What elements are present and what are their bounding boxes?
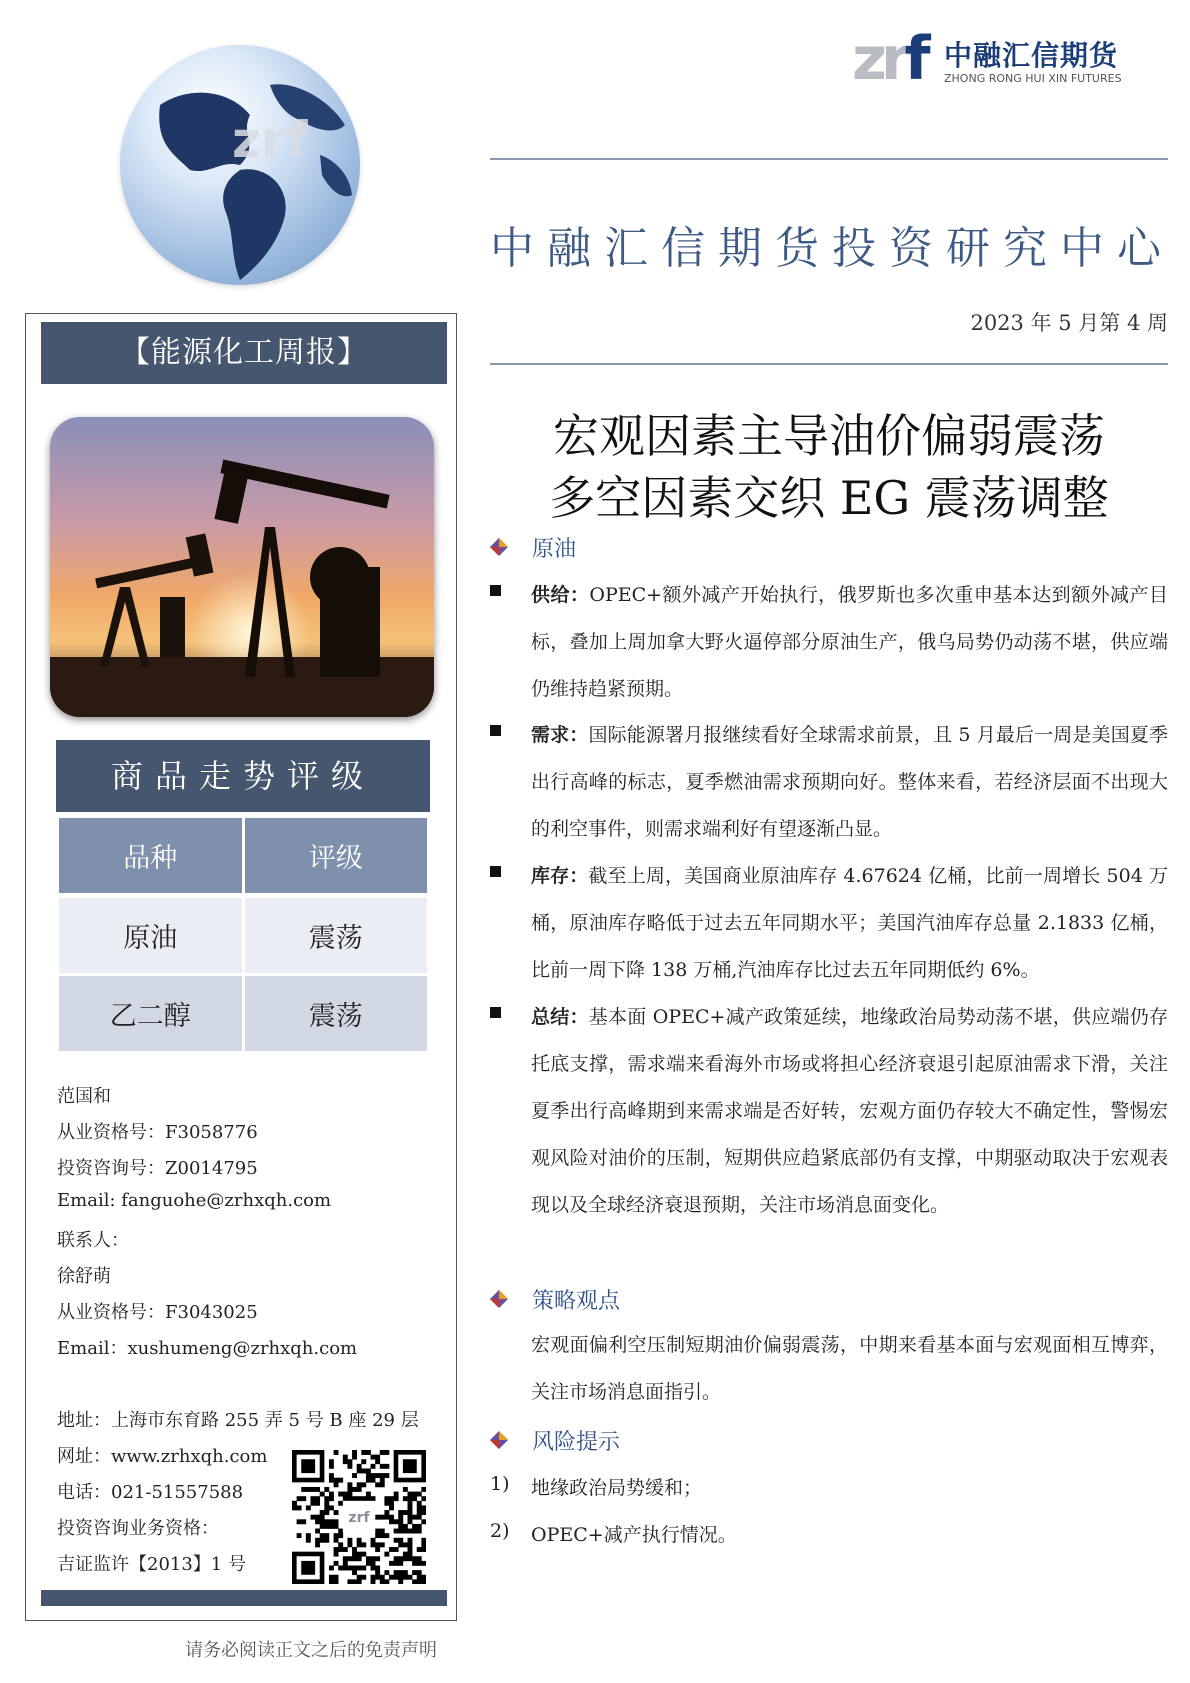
risk-number: 2) [490,1520,510,1542]
risk-number: 1) [490,1473,510,1495]
bullet-label: 总结： [531,1006,589,1028]
bullet-label: 供给： [531,584,590,606]
contact-email[interactable]: Email：xushumeng@zrhxqh.com [57,1338,358,1359]
headline-secondary: 多空因素交织 EG 震荡调整 [549,471,1109,525]
qr-center-logo: zrf [348,1510,370,1526]
square-bullet-icon [490,725,501,736]
rating-header-variety: 品种 [59,818,242,893]
header-divider-top [490,158,1168,160]
rating-table [56,818,430,1051]
globe-logo-image [120,45,360,285]
qr-code [292,1450,426,1584]
rating-variety: 原油 [59,895,242,973]
square-bullet-icon [490,585,501,596]
bullet-text: OPEC+额外减产开始执行，俄罗斯也多次重申基本达到额外减产目标，叠加上周加拿大野火逼停部分原油生产，俄乌局势仍动荡不堪，供应端仍维持趋紧预期。 [531,584,1168,700]
company-logo [852,24,1172,94]
business-qualification-label: 投资咨询业务资格： [57,1518,219,1539]
report-type-tag: 【能源化工周报】 [41,322,447,384]
disclaimer-note: 请务必阅读正文之后的免责声明 [185,1640,437,1661]
diamond-bullet-icon [490,1431,508,1449]
diamond-bullet-icon [490,538,508,556]
oil-pump-photo [50,417,434,717]
rating-section-title: 商品走势评级 [56,740,430,812]
contact-label: 联系人： [57,1230,129,1251]
logo-company-name: 中融汇信期货 [944,39,1119,72]
rating-header-rating: 评级 [245,818,428,893]
risk-text: 地缘政治局势缓和； [531,1477,703,1499]
header-divider-bottom [490,363,1168,365]
bullet-text: 基本面 OPEC+减产政策延续，地缘政治局势动荡不堪，供应端仍存托底支撑，需求端来看海外市场或将担心经济衰退引起原油需求下滑，关注夏季出行高峰期到来需求端是否好转，宏观方面仍存较大不确定性，警惕宏观风险对油价的压制，短期供应趋紧底部仍有支撑，中期驱动取决于宏观表现以及全球经济衰退预期，关注市场消息面变化。 [531,1006,1168,1216]
analyst-email[interactable]: Email: fanguohe@zrhxqh.com [57,1190,332,1211]
globe-logo-text: zrf [232,111,308,169]
risk-text: OPEC+减产执行情况。 [531,1524,737,1546]
rating-table-header [59,818,427,893]
report-date: 2023 年 5 月第 4 周 [970,311,1168,335]
sidebar-footer-bar [41,1590,447,1606]
rating-variety: 乙二醇 [59,973,242,1051]
square-bullet-icon [490,866,501,877]
table-row [59,895,427,973]
rating-value: 震荡 [245,895,428,973]
contact-license: 从业资格号：F3043025 [57,1302,258,1323]
company-address: 地址：上海市东育路 255 弄 5 号 B 座 29 层 [57,1410,419,1431]
square-bullet-icon [490,1007,501,1018]
logo-mark: zrf [852,24,925,94]
logo-company-name-en: ZHONG RONG HUI XIN FUTURES [944,72,1122,85]
table-row [59,973,427,1051]
bullet-text: 截至上周，美国商业原油库存 4.67624 亿桶，比前一周增长 504 万桶，原油库存略低于过去五年同期水平；美国汽油库存总量 2.1833 亿桶，比前一周下降 138 万桶,汽油库存比过去五年同期低约 6%。 [531,865,1168,981]
analyst-name: 范国和 [57,1086,111,1107]
rating-value: 震荡 [245,973,428,1051]
business-qualification-number: 吉证监许【2013】1 号 [57,1554,246,1575]
contact-name: 徐舒萌 [57,1266,111,1287]
bullet-label: 需求： [531,724,589,746]
company-phone: 电话：021-51557588 [57,1482,244,1503]
bullet-label: 库存： [531,865,589,887]
diamond-bullet-icon [490,1290,508,1308]
institute-title: 中融汇信期货投资研究中心 [490,223,1174,274]
bullet-text: 国际能源署月报继续看好全球需求前景，且 5 月最后一周是美国夏季出行高峰的标志，夏季燃油需求预期向好。整体来看，若经济层面不出现大的利空事件，则需求端利好有望逐渐凸显。 [531,724,1168,840]
headline-primary: 宏观因素主导油价偏弱震荡 [553,409,1105,463]
analyst-license: 从业资格号：F3058776 [57,1122,258,1143]
company-website[interactable]: 网址：www.zrhxqh.com [57,1446,268,1467]
analyst-consult-number: 投资咨询号：Z0014795 [57,1158,258,1179]
strategy-text: 宏观面偏利空压制短期油价偏弱震荡，中期来看基本面与宏观面相互博弈，关注市场消息面指引。 [531,1334,1168,1403]
